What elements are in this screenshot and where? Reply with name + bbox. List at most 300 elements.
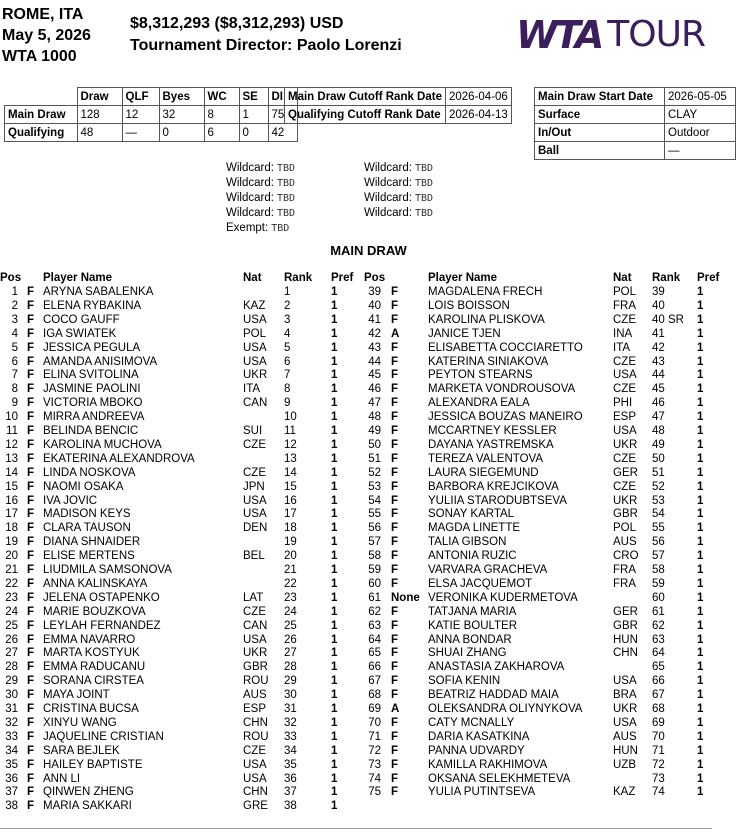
player-pref: 1: [697, 383, 704, 396]
player-nationality: USA: [243, 313, 267, 326]
player-status-flag: F: [27, 341, 35, 354]
wildcard-value: TBD: [276, 163, 295, 174]
player-status-flag: F: [391, 633, 399, 646]
player-name: JESSICA BOUZAS MANEIRO: [428, 411, 583, 424]
player-name: MAGDALENA FRECH: [428, 286, 543, 298]
player-name: KAROLINA MUCHOVA: [43, 438, 162, 451]
player-status-flag: F: [391, 758, 399, 771]
player-pref: 1: [331, 689, 338, 702]
player-nationality: CZE: [243, 438, 266, 451]
player-nationality: ITA: [243, 383, 261, 396]
player-pref: 1: [697, 397, 704, 410]
player-name: ELSA JACQUEMOT: [428, 577, 533, 590]
wildcard-label: Wildcard:: [364, 177, 412, 189]
player-status-flag: F: [391, 619, 399, 632]
player-pref: 1: [697, 633, 704, 646]
player-name: JASMINE PAOLINI: [43, 383, 141, 396]
player-name: PANNA UDVARDY: [428, 744, 525, 757]
player-pref: 1: [697, 577, 704, 590]
player-nationality: USA: [613, 675, 637, 688]
player-nationality: HUN: [613, 633, 638, 646]
player-rank: 44: [652, 369, 665, 382]
player-rank: 62: [652, 619, 665, 632]
draw-table-cell: 128: [77, 106, 122, 124]
player-rank: 39: [652, 286, 665, 298]
player-name: DIANA SHNAIDER: [43, 536, 141, 549]
player-rank: 5: [284, 341, 291, 354]
player-nationality: JPN: [243, 480, 265, 493]
player-rank: 59: [652, 577, 665, 590]
player-pos: 45: [368, 369, 381, 382]
player-name: ANTONIA RUZIC: [428, 550, 517, 563]
player-pos: 30: [5, 689, 18, 702]
player-rank: 67: [652, 689, 665, 702]
prize-money: $8,312,293 ($8,312,293) USD: [130, 15, 344, 32]
player-status-flag: F: [391, 313, 399, 326]
player-pos: 2: [11, 299, 18, 312]
player-name: MIRRA ANDREEVA: [43, 411, 145, 424]
player-nationality: USA: [243, 494, 267, 507]
draw-table-header: SE: [239, 88, 268, 106]
player-pref: 1: [697, 772, 704, 785]
player-pref: 1: [331, 786, 338, 799]
player-name: BELINDA BENCIC: [43, 425, 139, 437]
player-pref: 1: [331, 355, 338, 368]
info-value: Outdoor: [665, 124, 736, 142]
player-rank: 4: [284, 327, 291, 340]
player-status-flag: F: [391, 383, 399, 396]
player-rank: 36: [284, 772, 297, 785]
column-header-pref: Pref: [331, 272, 354, 284]
player-name: ANN LI: [43, 772, 81, 785]
player-rank: 31: [284, 703, 297, 715]
cutoff-label: Qualifying Cutoff Rank Date: [285, 106, 446, 124]
column-header-pos: Pos: [0, 272, 22, 284]
player-pos: 67: [368, 675, 381, 688]
player-name: LOIS BOISSON: [428, 299, 510, 312]
player-status-flag: F: [391, 689, 399, 702]
player-pos: 51: [368, 452, 381, 465]
player-pos: 31: [5, 703, 18, 715]
player-rank: 64: [652, 647, 665, 660]
player-status-flag: F: [391, 550, 399, 563]
draw-table-cell: 0: [239, 124, 268, 142]
player-name: EMMA RADUCANU: [43, 661, 146, 674]
player-pos: 16: [5, 494, 18, 507]
player-name: TATJANA MARIA: [428, 605, 517, 618]
player-status-flag: A: [391, 327, 400, 340]
player-pos: 10: [5, 411, 18, 424]
info-label: Ball: [535, 142, 665, 160]
player-nationality: CZE: [613, 355, 636, 368]
category: WTA 1000: [2, 48, 77, 65]
player-nationality: UKR: [613, 703, 638, 715]
player-pos: 6: [11, 355, 18, 368]
player-pos: 23: [5, 591, 18, 604]
player-pref: 1: [331, 466, 338, 479]
cutoff-date: 2026-04-06: [446, 88, 512, 106]
player-nationality: GBR: [613, 508, 638, 521]
player-status-flag: F: [391, 675, 399, 688]
player-status-flag: F: [27, 466, 35, 479]
bottom-divider: [0, 828, 712, 829]
player-pref: 1: [697, 327, 704, 340]
player-nationality: USA: [243, 758, 267, 771]
player-rank: 46: [652, 397, 665, 410]
player-rank: 37: [284, 786, 297, 799]
player-pref: 1: [697, 758, 704, 771]
player-status-flag: F: [27, 425, 35, 437]
player-pos: 68: [368, 689, 381, 702]
player-nationality: CZE: [243, 744, 266, 757]
player-status-flag: F: [27, 550, 35, 563]
draw-table-header: DI: [268, 88, 297, 106]
player-nationality: GBR: [613, 619, 638, 632]
column-header-name: Player Name: [428, 272, 498, 284]
player-nationality: GRE: [243, 800, 268, 813]
player-rank: 52: [652, 480, 665, 493]
player-pos: 29: [5, 675, 18, 688]
player-nationality: GER: [613, 466, 638, 479]
wildcard-label: Exempt:: [226, 222, 269, 234]
player-pos: 47: [368, 397, 381, 410]
player-pos: 44: [368, 355, 381, 368]
player-nationality: AUS: [613, 730, 637, 743]
player-pos: 42: [368, 327, 381, 340]
player-name: XINYU WANG: [43, 716, 117, 729]
player-pos: 21: [5, 564, 18, 576]
player-pos: 49: [368, 425, 381, 437]
player-nationality: POL: [613, 522, 637, 535]
column-header-rank: Rank: [652, 272, 681, 284]
player-pref: 1: [331, 494, 338, 507]
player-rank: 14: [284, 466, 297, 479]
player-rank: 16: [284, 494, 297, 507]
player-status-flag: F: [27, 591, 35, 604]
player-rank: 9: [284, 397, 291, 410]
player-nationality: ESP: [243, 703, 267, 715]
player-status-flag: F: [391, 341, 399, 354]
player-name: VARVARA GRACHEVA: [428, 564, 548, 576]
player-status-flag: F: [27, 758, 35, 771]
player-status-flag: F: [27, 675, 35, 688]
player-rank: 61: [652, 605, 665, 618]
player-pos: 4: [11, 327, 18, 340]
player-nationality: CAN: [243, 619, 268, 632]
player-pref: 1: [331, 508, 338, 521]
player-nationality: FRA: [613, 299, 636, 312]
player-pos: 18: [5, 522, 18, 535]
player-pos: 50: [368, 438, 381, 451]
player-rank: 42: [652, 341, 665, 354]
player-pos: 34: [5, 744, 18, 757]
player-pref: 1: [697, 466, 704, 479]
player-rank: 65: [652, 661, 665, 674]
player-rank: 28: [284, 661, 297, 674]
player-rank: 33: [284, 730, 297, 743]
player-pref: 1: [331, 286, 338, 298]
player-pref: 1: [331, 411, 338, 424]
player-status-flag: F: [391, 494, 399, 507]
player-pref: 1: [697, 480, 704, 493]
player-rank: 57: [652, 550, 665, 563]
player-rank: 47: [652, 411, 665, 424]
player-pref: 1: [331, 605, 338, 618]
player-name: IGA SWIATEK: [43, 327, 117, 340]
main-draw-title: MAIN DRAW: [330, 243, 407, 258]
player-pos: 57: [368, 536, 381, 549]
player-name: BARBORA KREJCIKOVA: [428, 480, 559, 493]
wildcard-label: Wildcard:: [364, 192, 412, 204]
player-name: MARKETA VONDROUSOVA: [428, 383, 576, 396]
player-pref: 1: [697, 313, 704, 326]
player-name: VERONIKA KUDERMETOVA: [428, 591, 578, 604]
player-rank: 20: [284, 550, 297, 563]
player-rank: 19: [284, 536, 297, 549]
player-pref: 1: [697, 522, 704, 535]
player-pos: 8: [11, 383, 18, 396]
player-rank: 15: [284, 480, 297, 493]
player-name: IVA JOVIC: [43, 494, 98, 507]
player-pos: 37: [5, 786, 18, 799]
player-rank: 55: [652, 522, 665, 535]
player-name: LIUDMILA SAMSONOVA: [43, 564, 172, 576]
player-nationality: LAT: [243, 591, 264, 604]
cutoff-label: Main Draw Cutoff Rank Date: [285, 88, 446, 106]
wildcard-label: Wildcard:: [226, 192, 274, 204]
player-nationality: KAZ: [613, 786, 636, 799]
player-name: JELENA OSTAPENKO: [43, 591, 160, 604]
player-name: ELISE MERTENS: [43, 550, 135, 563]
player-pref: 1: [331, 730, 338, 743]
player-name: CRISTINA BUCSA: [43, 703, 139, 715]
player-name: SORANA CIRSTEA: [43, 675, 144, 688]
player-name: JAQUELINE CRISTIAN: [43, 730, 164, 743]
player-status-flag: F: [391, 299, 399, 312]
player-name: SOFIA KENIN: [428, 675, 501, 688]
player-pref: 1: [697, 647, 704, 660]
player-status-flag: F: [27, 522, 35, 535]
player-nationality: SUI: [243, 425, 263, 437]
player-nationality: CHN: [243, 716, 268, 729]
player-name: TALIA GIBSON: [428, 536, 507, 549]
player-name: BEATRIZ HADDAD MAIA: [428, 689, 559, 702]
player-rank: 54: [652, 508, 665, 521]
player-status-flag: F: [391, 397, 399, 410]
draw-table-row-label: Main Draw: [5, 106, 78, 124]
player-status-flag: F: [27, 494, 35, 507]
player-nationality: USA: [243, 341, 267, 354]
player-nationality: DEN: [243, 522, 268, 535]
player-rank: 40: [652, 299, 665, 312]
player-pref: 1: [331, 591, 338, 604]
player-pref: 1: [697, 703, 704, 715]
player-status-flag: F: [391, 286, 399, 298]
player-name: CATY MCNALLY: [428, 716, 515, 729]
player-status-flag: F: [27, 536, 35, 549]
player-nationality: CHN: [243, 786, 268, 799]
player-nationality: UKR: [613, 438, 638, 451]
wildcard-label: Wildcard:: [364, 162, 412, 174]
player-name: KAMILLA RAKHIMOVA: [428, 758, 548, 771]
player-pref: 1: [697, 341, 704, 354]
player-name: KATERINA SINIAKOVA: [428, 355, 549, 368]
column-header-pref: Pref: [697, 272, 720, 284]
info-label: Main Draw Start Date: [535, 88, 665, 106]
player-status-flag: F: [391, 605, 399, 618]
player-pref: 1: [331, 619, 338, 632]
player-pref: 1: [331, 480, 338, 493]
player-pos: 65: [368, 647, 381, 660]
logo-wta: WTA: [516, 13, 602, 57]
player-status-flag: F: [391, 716, 399, 729]
player-pos: 40: [368, 299, 381, 312]
player-rank: 12: [284, 438, 297, 451]
info-label: In/Out: [535, 124, 665, 142]
player-rank: 43: [652, 355, 665, 368]
player-pos: 52: [368, 466, 381, 479]
player-name: QINWEN ZHENG: [43, 786, 134, 799]
player-status-flag: F: [27, 661, 35, 674]
player-name: SARA BEJLEK: [43, 744, 120, 757]
player-pos: 71: [368, 730, 381, 743]
player-status-flag: F: [27, 355, 35, 368]
player-nationality: USA: [613, 716, 637, 729]
player-rank: 1: [284, 286, 291, 298]
player-pref: 1: [331, 313, 338, 326]
player-pos: 43: [368, 341, 381, 354]
player-name: MAYA JOINT: [43, 689, 110, 702]
player-nationality: PHI: [613, 397, 633, 410]
player-pref: 1: [331, 341, 338, 354]
draw-table-header: Draw: [77, 88, 122, 106]
player-name: MARIE BOUZKOVA: [43, 605, 146, 618]
wildcard-label: Wildcard:: [226, 162, 274, 174]
player-status-flag: F: [27, 508, 35, 521]
player-name: HAILEY BAPTISTE: [43, 758, 143, 771]
player-pref: 1: [331, 577, 338, 590]
player-nationality: BRA: [613, 689, 637, 702]
player-pref: 1: [697, 689, 704, 702]
player-name: OLEKSANDRA OLIYNYKOVA: [428, 703, 583, 715]
wildcard-value: TBD: [271, 223, 290, 234]
player-pref: 1: [331, 369, 338, 382]
player-rank: 2: [284, 299, 291, 312]
tournament-director: Tournament Director: Paolo Lorenzi: [130, 37, 402, 54]
player-name: EMMA NAVARRO: [43, 633, 136, 646]
player-name: ELISABETTA COCCIARETTO: [428, 341, 583, 354]
player-name: TEREZA VALENTOVA: [428, 452, 544, 465]
player-rank: 18: [284, 522, 297, 535]
player-pref: 1: [331, 564, 338, 576]
player-pref: 1: [331, 425, 338, 437]
wildcard-label: Wildcard:: [226, 207, 274, 219]
player-pref: 1: [697, 286, 704, 298]
player-nationality: USA: [243, 772, 267, 785]
player-rank: 7: [284, 369, 291, 382]
player-rank: 29: [284, 675, 297, 688]
player-status-flag: F: [27, 772, 35, 785]
player-status-flag: F: [391, 772, 399, 785]
player-pref: 1: [331, 675, 338, 688]
player-name: LAURA SIEGEMUND: [428, 466, 539, 479]
player-pos: 55: [368, 508, 381, 521]
player-status-flag: F: [27, 411, 35, 424]
player-status-flag: F: [27, 327, 35, 340]
player-nationality: ROU: [243, 675, 269, 688]
player-rank: 48: [652, 425, 665, 437]
player-rank: 50: [652, 452, 665, 465]
draw-table-cell: 0: [159, 124, 204, 142]
player-pos: 38: [5, 800, 18, 813]
player-name: ALEXANDRA EALA: [428, 397, 530, 410]
player-nationality: FRA: [613, 564, 636, 576]
player-name: EKATERINA ALEXANDROVA: [43, 452, 195, 465]
player-name: NAOMI OSAKA: [43, 480, 124, 493]
player-status-flag: F: [27, 299, 35, 312]
player-rank: 68: [652, 703, 665, 715]
player-nationality: AUS: [613, 536, 637, 549]
player-pos: 66: [368, 661, 381, 674]
player-status-flag: F: [27, 383, 35, 396]
wildcard-label: Wildcard:: [226, 177, 274, 189]
player-pos: 32: [5, 716, 18, 729]
player-pos: 5: [11, 341, 18, 354]
player-status-flag: None: [391, 591, 420, 604]
player-status-flag: F: [391, 369, 399, 382]
player-nationality: ITA: [613, 341, 631, 354]
player-nationality: UKR: [243, 647, 268, 660]
player-rank: 73: [652, 772, 665, 785]
player-status-flag: F: [27, 647, 35, 660]
player-pos: 54: [368, 494, 381, 507]
player-status-flag: F: [27, 633, 35, 646]
player-pref: 1: [697, 730, 704, 743]
player-status-flag: F: [27, 313, 35, 326]
player-nationality: UKR: [243, 369, 268, 382]
player-status-flag: F: [391, 536, 399, 549]
wildcard-value: TBD: [276, 178, 295, 189]
player-status-flag: F: [391, 730, 399, 743]
player-pref: 1: [697, 411, 704, 424]
player-name: YULIIA STARODUBTSEVA: [428, 494, 567, 507]
draw-table-header: QLF: [122, 88, 159, 106]
player-rank: 53: [652, 494, 665, 507]
draw-table-cell: 48: [77, 124, 122, 142]
player-name: OKSANA SELEKHMETEVA: [428, 772, 571, 785]
player-status-flag: F: [391, 522, 399, 535]
player-status-flag: F: [27, 800, 35, 813]
player-status-flag: F: [391, 661, 399, 674]
player-pos: 46: [368, 383, 381, 396]
player-name: DARIA KASATKINA: [428, 730, 530, 743]
player-name: PEYTON STEARNS: [428, 369, 533, 382]
player-name: ARYNA SABALENKA: [43, 286, 154, 298]
player-nationality: ROU: [243, 730, 269, 743]
player-nationality: UZB: [613, 758, 636, 771]
player-pref: 1: [331, 744, 338, 757]
player-status-flag: F: [27, 786, 35, 799]
draw-table-cell: —: [122, 124, 159, 142]
draw-table-cell: 75: [268, 106, 297, 124]
player-name: CLARA TAUSON: [43, 522, 131, 535]
wildcard-label: Wildcard:: [364, 207, 412, 219]
player-name: ELENA RYBAKINA: [43, 299, 142, 312]
player-pos: 9: [11, 397, 18, 410]
player-name: JESSICA PEGULA: [43, 341, 141, 354]
player-name: MAGDA LINETTE: [428, 522, 521, 535]
player-rank: 24: [284, 605, 297, 618]
